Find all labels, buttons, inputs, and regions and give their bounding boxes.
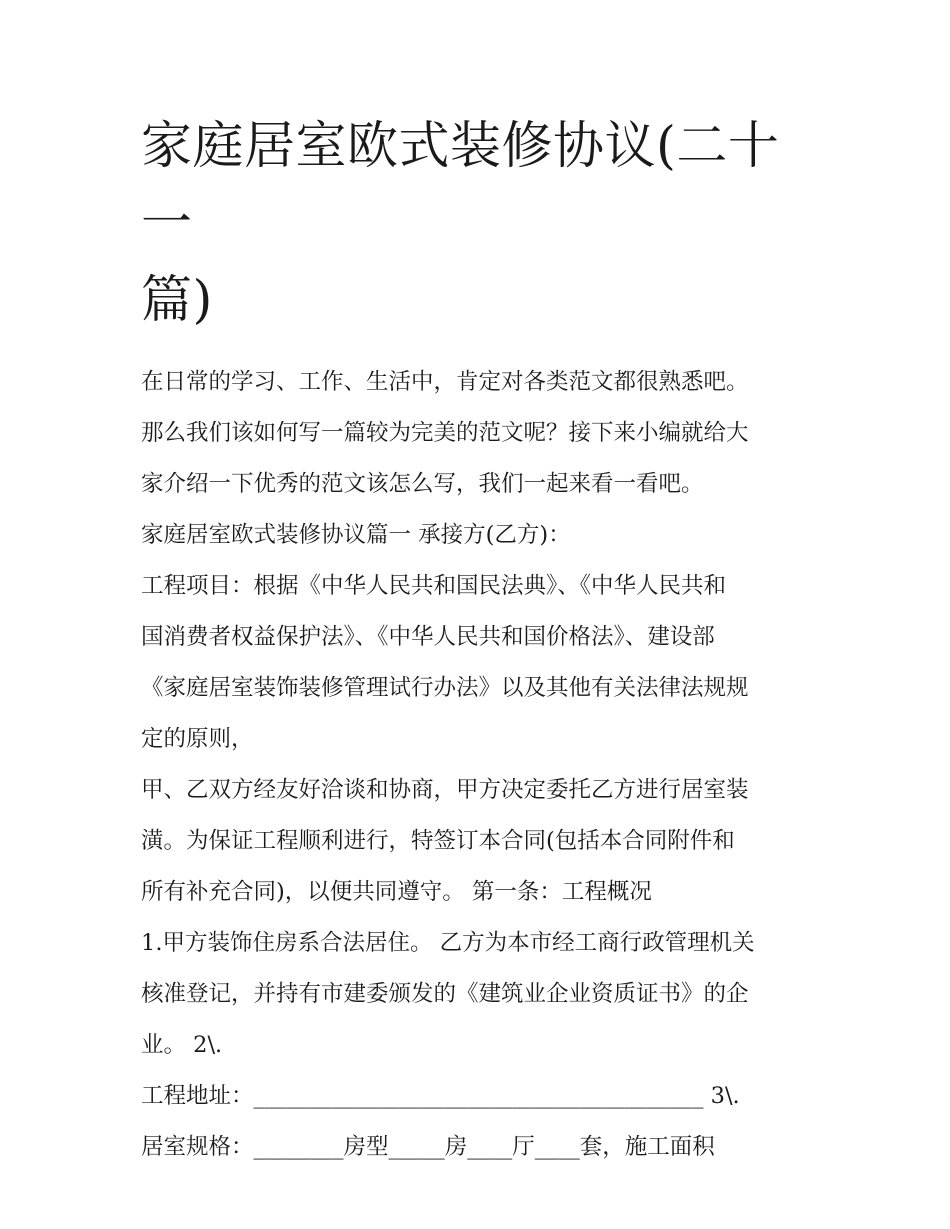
body-line: 甲、乙双方经友好洽谈和协商，甲方决定委托乙方进行居室装 xyxy=(141,777,749,803)
body-line: 潢。为保证工程顺利进行，特签订本合同(包括本合同附件和 xyxy=(141,828,735,854)
body-line: 业。 2\. xyxy=(141,1032,223,1058)
body-line: 在日常的学习、工作、生活中，肯定对各类范文都很熟悉吧。 xyxy=(141,369,749,395)
document-body xyxy=(141,357,821,1173)
body-line: 《家庭居室装饰装修管理试行办法》以及其他有关法律法规规 xyxy=(141,675,749,701)
document-title xyxy=(141,108,821,339)
body-line: 那么我们该如何写一篇较为完美的范文呢？接下来小编就给大 xyxy=(141,420,749,446)
document-page xyxy=(141,108,821,1173)
title-line-1: 家庭居室欧式装修协议(二十一 xyxy=(141,117,780,253)
body-line: 1.甲方装饰住房系合法居住。 乙方为本市经工商行政管理机关 xyxy=(141,930,755,956)
section-heading-line: 家庭居室欧式装修协议篇一 承接方(乙方)： xyxy=(141,522,571,548)
body-line: 家介绍一下优秀的范文该怎么写，我们一起来看一看吧。 xyxy=(141,471,704,497)
body-line: 工程项目：根据《中华人民共和国民法典》、《中华人民共和 xyxy=(141,573,727,599)
address-field-line: 工程地址：________________________________________ 3\. xyxy=(141,1083,740,1109)
body-line: 国消费者权益保护法》、《中华人民共和国价格法》、建设部 xyxy=(141,624,715,650)
body-line: 定的原则， xyxy=(141,726,254,752)
room-spec-field-line: 居室规格：________房型_____房____厅____套，施工面积 xyxy=(141,1134,715,1160)
body-line: 核准登记，并持有市建委颁发的《建筑业企业资质证书》的企 xyxy=(141,981,749,1007)
body-line: 所有补充合同)，以便共同遵守。 第一条：工程概况 xyxy=(141,879,652,905)
title-line-2: 篇) xyxy=(141,271,213,330)
